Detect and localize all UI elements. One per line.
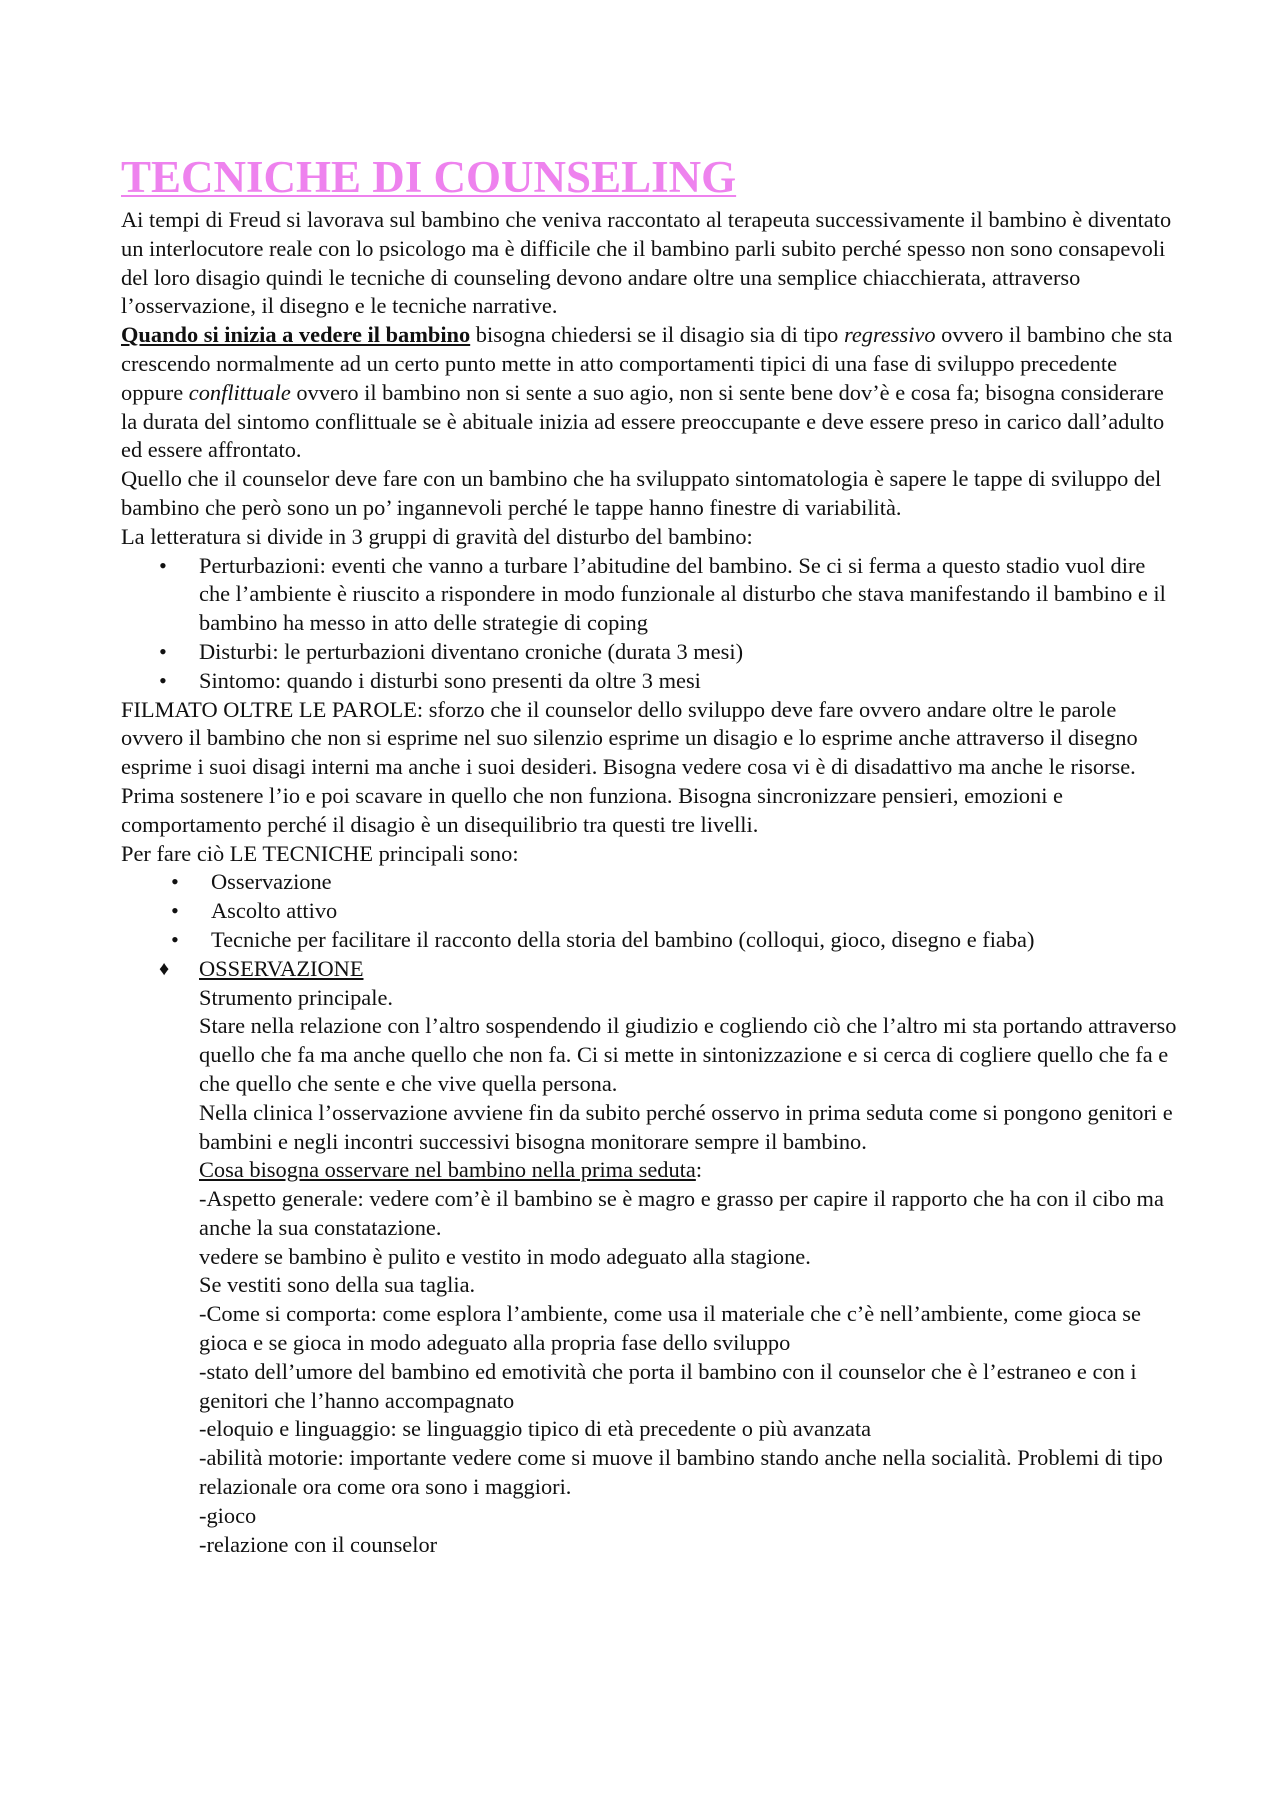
observation-item: -Aspetto generale: vedere com’è il bambino se è magro e grasso per capire il rapporto che ha con il cibo ma anche la sua constatazione. [199,1186,1164,1240]
bullet-icon: • [171,926,179,952]
emphasis-conflittuale: conflittuale [188,379,291,405]
list-item: • Osservazione [121,868,1180,897]
techniques-intro: Per fare ciò LE TECNICHE principali sono: [121,840,519,866]
observation-item: -relazione con il counselor [199,1531,438,1557]
section-text: Strumento principale. [199,984,394,1010]
bullet-icon: • [159,552,167,578]
bullet-icon: • [159,638,167,664]
severity-intro: La letteratura si divide in 3 gruppi di gravità del disturbo del bambino: [121,523,753,549]
osservazione-section [121,955,1180,1560]
list-item: • Perturbazioni: eventi che vanno a turbare l’abitudine del bambino. Se ci si ferma a questo stadio vuol dire che l’ambiente è riuscito a rispondere in modo funzionale al disturbo che stava manifestando il bambino e il bambino ha messo in atto delle strategie di coping [159,552,1166,636]
list-item: • Disturbi: le perturbazioni diventano croniche (durata 3 mesi) [121,638,1180,667]
list-item: • Tecniche per facilitare il racconto della storia del bambino (colloqui, gioco, disegno e fiaba) [121,926,1180,955]
emphasis-regressivo: regressivo [843,322,936,348]
bullet-icon: • [171,869,179,895]
observation-item: -Come si comporta: come esplora l’ambiente, come usa il materiale che c’è nell’ambiente, come gioca se gioca e se gioca in modo adeguato alla propria fase dello sviluppo [199,1301,1141,1356]
section-heading: OSSERVAZIONE [199,955,364,981]
observation-item: -abilità motorie: importante vedere come si muove il bambino stando anche nella socialità. Problemi di tipo relazionale ora come ora sono i maggiori. [199,1445,1163,1500]
observation-item: -stato dell’umore del bambino ed emotività che porta il bambino con il counselor che è l’estraneo e con i genitori che l’hanno accompagnato [199,1358,1137,1413]
observation-item: -gioco [199,1502,257,1528]
document-title: TECNICHE DI COUNSELING [121,152,737,202]
intro-paragraph: Ai tempi di Freud si lavorava sul bambino che veniva raccontato al terapeuta successivamente il bambino è diventato un interlocutore reale con lo psicologo ma è difficile che il bambino parli subito perché spesso non sono consapevoli del loro disagio quindi le tecniche di counseling devono andare oltre una semplice chiacchierata, attraverso l’osservazione, il disegno e le tecniche narrative. [121,207,1172,319]
section-text: Nella clinica l’osservazione avviene fin da subito perché osservo in prima seduta come si pongono genitori e bambini e negli incontri successivi bisogna monitorare sempre il bambino. [199,1099,1173,1154]
development-paragraph: Quello che il counselor deve fare con un bambino che ha sviluppato sintomatologia è sapere le tappe di sviluppo del bambino che però sono un po’ ingannevoli perché le tappe hanno finestre di variabilità. [121,466,1162,520]
observation-item: Se vestiti sono della sua taglia. [199,1272,476,1298]
techniques-list [121,868,1180,954]
regression-paragraph: Quando si inizia a vedere il bambino bisogna chiedersi se il disagio sia di tipo regressivo ovvero il bambino che sta crescendo normalmente ad un certo punto mette in atto comportamenti tipici di una fase di sviluppo precedente oppure conflittuale ovvero il bambino non si sente a suo agio, non si sente bene dov’è e cosa fa; bisogna considerare la durata del sintomo conflittuale se è abituale inizia ad essere preoccupante e deve essere preso in carico dall’adulto ed essere affrontato. [121,322,1173,463]
film-paragraph: FILMATO OLTRE LE PAROLE: sforzo che il counselor dello sviluppo deve fare ovvero andare oltre le parole ovvero il bambino che non si esprime nel suo silenzio esprime un disagio e lo esprime anche attraverso il disegno esprime i suoi disagi interni ma anche i suoi desideri. Bisogna vedere cosa vi è di disadattivo ma anche le risorse. Prima sostenere l’io e poi scavare in quello che non funziona. Bisogna sincronizzare pensieri, emozioni e comportamento perché il disagio è un disequilibrio tra questi tre livelli. [121,696,1138,837]
section-text: Stare nella relazione con l’altro sospendendo il giudizio e cogliendo ciò che l’altro mi sta portando attraverso quello che fa ma anche quello che non fa. Ci si mette in sintonizzazione e si cerca di cogliere quello che fa e che quello che sente e che vive quella persona. [199,1013,1177,1096]
observation-subheading: Cosa bisogna osservare nel bambino nella prima seduta: [199,1157,703,1183]
observation-item: -eloquio e linguaggio: se linguaggio tipico di età precedente o più avanzata [199,1416,872,1442]
diamond-bullet-icon: ♦ [159,957,170,980]
bullet-icon: • [171,898,179,924]
paragraph-lead: Quando si inizia a vedere il bambino [121,322,471,348]
list-item: • Ascolto attivo [121,897,1180,926]
bullet-icon: • [159,667,167,693]
severity-list [121,552,1180,696]
list-item: • Sintomo: quando i disturbi sono presenti da oltre 3 mesi [121,667,1180,696]
observation-item: vedere se bambino è pulito e vestito in modo adeguato alla stagione. [199,1243,811,1269]
